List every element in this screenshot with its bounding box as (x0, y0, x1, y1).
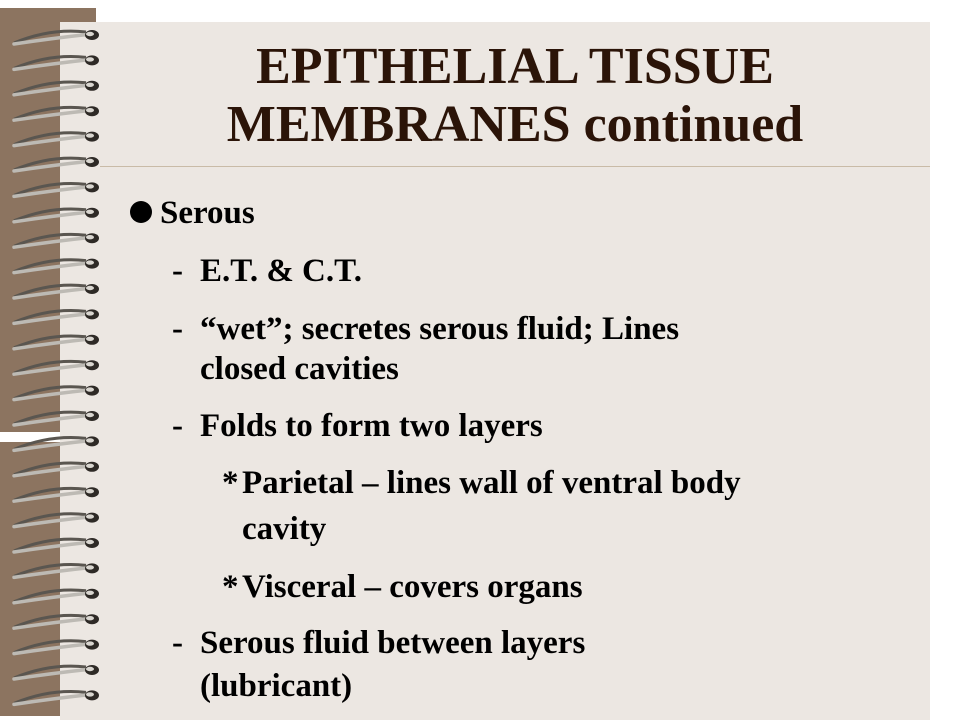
subitem-1-text-line-1: Parietal – lines wall of ventral body (242, 465, 741, 501)
subitem-1-text-line-2: cavity (242, 511, 327, 547)
subitem-1-marker: * (222, 465, 239, 501)
item-4-marker: - (172, 625, 183, 661)
subitem-2-text: Visceral – covers organs (242, 569, 583, 605)
item-3-text: Folds to form two layers (200, 408, 543, 444)
item-2-marker: - (172, 311, 183, 347)
round-bullet-icon (130, 201, 152, 223)
item-3-marker: - (172, 408, 183, 444)
slide-title-line-2: MEMBRANES continued (226, 96, 804, 153)
item-4-text-line-1: Serous fluid between layers (200, 625, 586, 661)
item-1-marker: - (172, 253, 183, 289)
bullet-serous: Serous (160, 195, 255, 231)
slide-title-line-1: EPITHELIAL TISSUE (256, 38, 774, 95)
item-2-text-line-2: closed cavities (200, 351, 399, 387)
item-4-text-line-2: (lubricant) (200, 668, 353, 704)
item-2-text-line-1: “wet”; secretes serous fluid; Lines (200, 311, 680, 347)
item-1-text: E.T. & C.T. (200, 253, 362, 289)
subitem-2-marker: * (222, 569, 239, 605)
